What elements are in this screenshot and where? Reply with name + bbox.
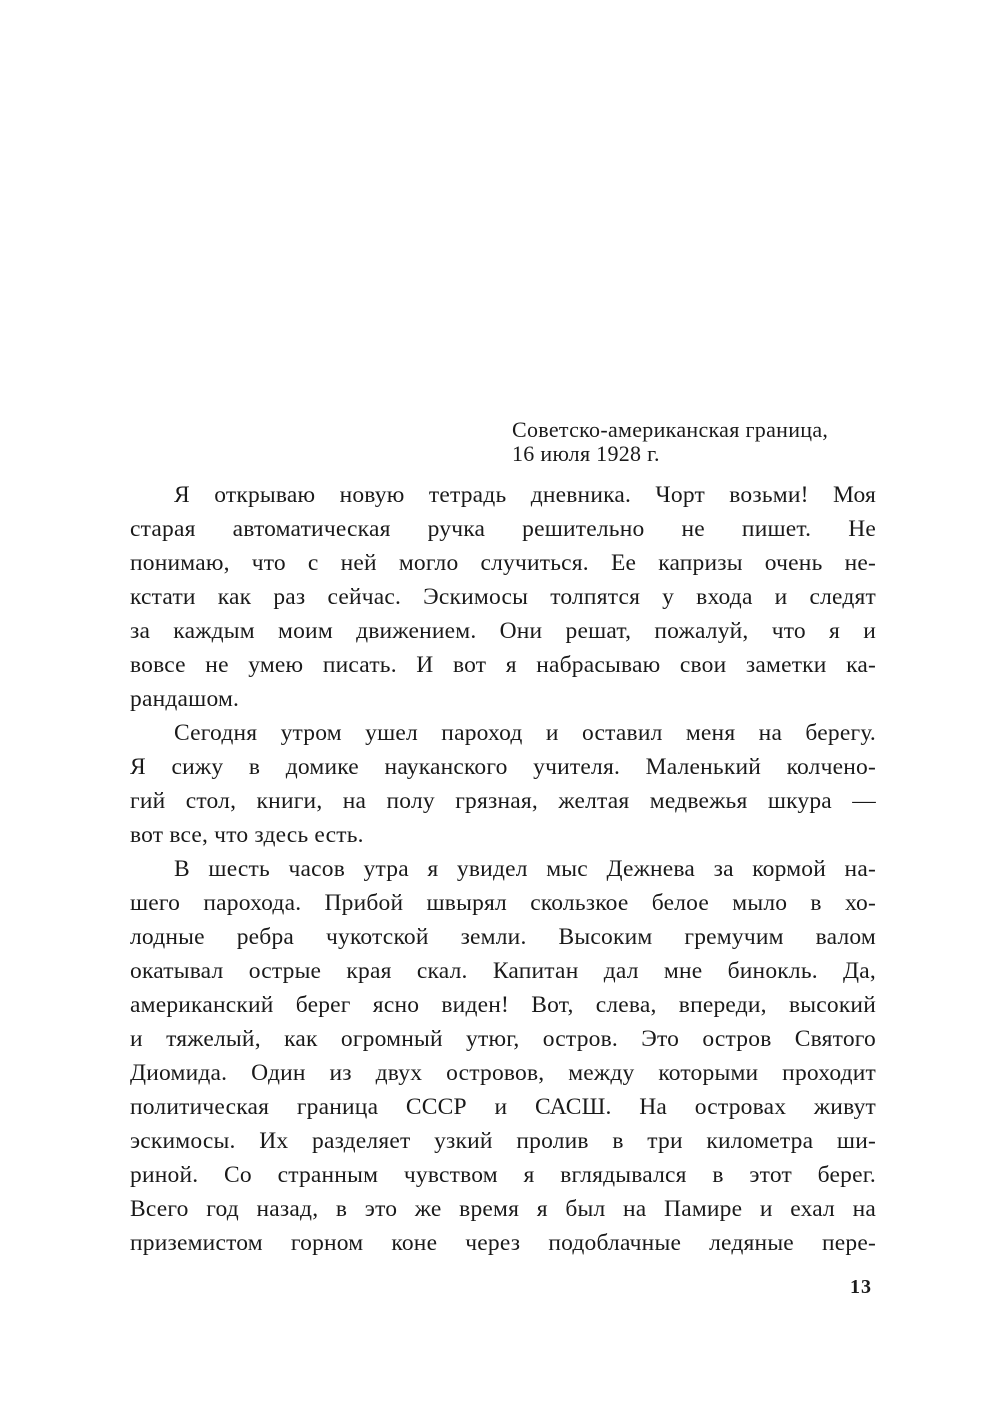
diary-entry-heading — [512, 418, 828, 466]
paragraph-3 — [130, 852, 876, 1260]
text-line: Всего год назад, в это же время я был на Памире и ехал на — [130, 1196, 876, 1222]
text-line: вовсе не умею писать. И вот я набрасываю свои заметки ка- — [130, 652, 876, 678]
text-line: кстати как раз сейчас. Эскимосы толпятся у входа и следят — [130, 584, 876, 610]
text-line: Сегодня утром ушел пароход и оставил меня на берегу. — [174, 720, 876, 746]
text-line: американский берег ясно виден! Вот, слева, впереди, высокий — [130, 992, 876, 1018]
page-number: 13 — [850, 1276, 872, 1298]
text-line: лодные ребра чукотской земли. Высоким гремучим валом — [130, 924, 876, 950]
text-line: В шесть часов утра я увидел мыс Дежнева за кормой на- — [174, 856, 876, 882]
text-line: вот все, что здесь есть. — [130, 822, 364, 848]
text-line: шего парохода. Прибой швырял скользкое белое мыло в хо- — [130, 890, 876, 916]
text-line: Я открываю новую тетрадь дневника. Чорт возьми! Моя — [174, 482, 876, 508]
paragraph-2 — [130, 716, 876, 852]
heading-date: 16 июля 1928 г. — [512, 441, 660, 466]
text-line: эскимосы. Их разделяет узкий пролив в три километра ши- — [130, 1128, 876, 1154]
paragraph-1 — [130, 478, 876, 716]
text-line: политическая граница СССР и САСШ. На островах живут — [130, 1094, 876, 1120]
heading-place: Советско-американская граница, — [512, 417, 829, 442]
text-line: гий стол, книги, на полу грязная, желтая медвежья шкура — — [130, 788, 876, 814]
text-line: окатывал острые края скал. Капитан дал мне бинокль. Да, — [130, 958, 876, 984]
text-line: Я сижу в домике науканского учителя. Маленький колчено- — [130, 754, 876, 780]
text-line: приземистом горном коне через подоблачные ледяные пере- — [130, 1230, 876, 1256]
text-line: понимаю, что с ней могло случиться. Ее капризы очень не- — [130, 550, 876, 576]
text-line: рандашом. — [130, 686, 240, 712]
text-line: и тяжелый, как огромный утюг, остров. Это остров Святого — [130, 1026, 876, 1052]
text-line: Диомида. Один из двух островов, между которыми проходит — [130, 1060, 876, 1086]
text-line: за каждым моим движением. Они решат, пожалуй, что я и — [130, 618, 876, 644]
text-line: риной. Со странным чувством я вглядывался в этот берег. — [130, 1162, 876, 1188]
text-line: старая автоматическая ручка решительно не пишет. Не — [130, 516, 876, 542]
